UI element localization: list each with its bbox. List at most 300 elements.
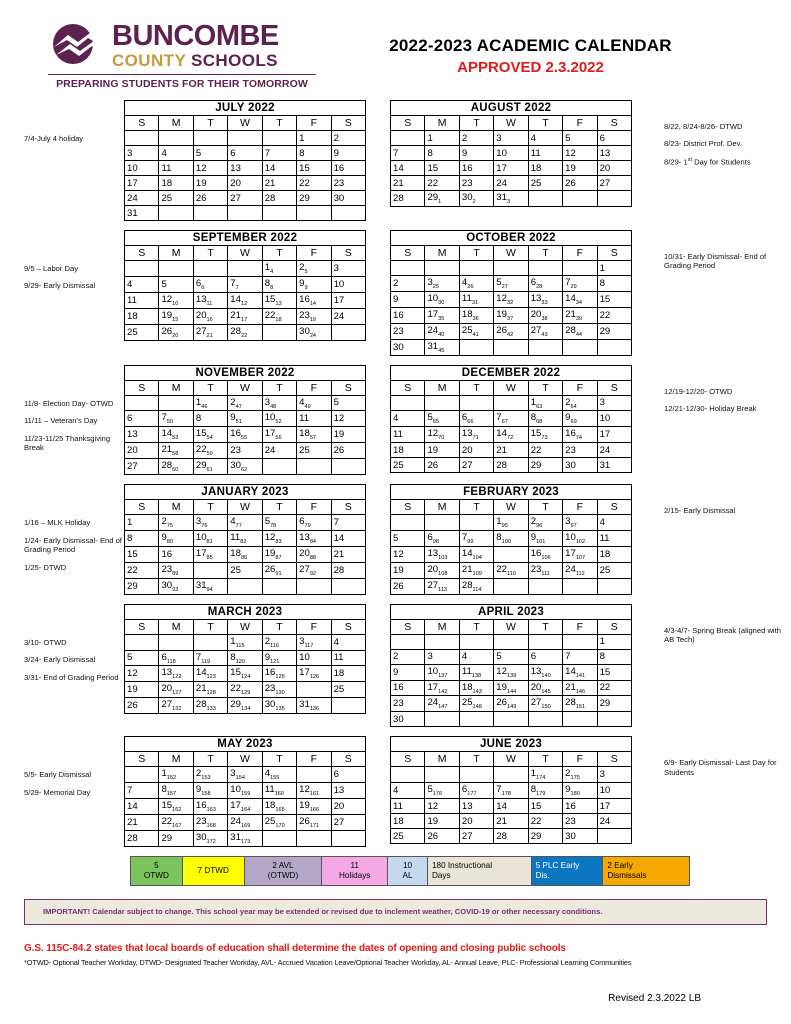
- day-cell: [563, 458, 597, 473]
- instructional-day-count: 136: [309, 706, 320, 713]
- day-cell: [425, 530, 459, 546]
- instructional-day-count: 97: [570, 522, 577, 529]
- day-cell: [331, 562, 365, 578]
- month-table: [390, 230, 632, 356]
- week-row: [125, 146, 366, 161]
- instructional-day-count: 92: [309, 570, 317, 577]
- instructional-day-count: 36: [472, 315, 479, 322]
- day-cell: [297, 191, 331, 206]
- day-cell: [459, 578, 493, 594]
- instructional-day-count: 117: [304, 642, 314, 649]
- note-line: 9/29- Early Dismissal: [24, 281, 96, 291]
- day-number: 20: [599, 162, 611, 174]
- day-cell: [228, 698, 262, 714]
- day-number: 7: [496, 784, 502, 796]
- instructional-day-count: 163: [206, 807, 216, 814]
- day-cell: [391, 307, 425, 323]
- right-notes: [656, 230, 791, 279]
- empty-day-cell: [425, 634, 459, 649]
- day-number: 24: [427, 697, 439, 709]
- day-cell: [459, 427, 493, 443]
- day-number: 23: [393, 325, 404, 337]
- instructional-day-count: 17: [240, 316, 248, 323]
- day-number: 28: [127, 832, 138, 844]
- day-cell: [193, 682, 227, 698]
- day-cell: [262, 324, 296, 340]
- day-cell: [494, 649, 528, 664]
- month-block: [390, 365, 632, 474]
- day-of-week-header: S: [125, 246, 159, 261]
- empty-day-cell: [494, 261, 528, 276]
- day-number: 12: [264, 531, 276, 543]
- day-cell: [563, 307, 597, 323]
- day-number: 25: [333, 684, 345, 696]
- week-row: [125, 427, 366, 443]
- empty-day-cell: [262, 206, 296, 221]
- day-cell: [228, 176, 262, 191]
- day-of-week-header: S: [331, 500, 365, 515]
- legend-label-line2: (OTWD): [267, 870, 299, 880]
- day-number: 27: [461, 830, 473, 842]
- day-cell: [331, 161, 365, 176]
- day-number: 6: [127, 413, 133, 425]
- day-cell: [228, 650, 262, 666]
- instructional-day-count: 6: [201, 284, 205, 291]
- instructional-day-count: 42: [506, 331, 514, 338]
- day-of-week-header: W: [494, 116, 528, 131]
- empty-day-cell: [563, 634, 597, 649]
- instructional-day-count: 110: [506, 570, 516, 577]
- day-cell: [563, 176, 597, 191]
- day-of-week-header: T: [528, 619, 562, 634]
- instructional-day-count: 104: [472, 554, 482, 561]
- day-number: 30: [230, 460, 241, 472]
- instructional-day-count: 43: [541, 331, 548, 338]
- day-cell: [494, 443, 528, 458]
- instructional-day-count: 49: [304, 403, 311, 410]
- day-cell: [297, 530, 331, 546]
- day-number: 9: [530, 531, 537, 543]
- instructional-day-count: 70: [438, 435, 445, 442]
- day-number: 5: [299, 768, 305, 780]
- empty-day-cell: [331, 578, 365, 594]
- day-number: 21: [230, 309, 241, 321]
- day-number: 19: [496, 681, 507, 693]
- day-number: 15: [530, 800, 542, 812]
- day-cell: [528, 307, 562, 323]
- day-cell: [425, 291, 459, 307]
- day-cell: [193, 308, 227, 324]
- instructional-day-count: 38: [541, 315, 548, 322]
- day-number: 24: [230, 816, 241, 828]
- day-number: 12: [333, 413, 345, 425]
- day-number: 9: [393, 293, 399, 305]
- week-row: [391, 515, 632, 531]
- instructional-day-count: 94: [206, 586, 213, 593]
- day-cell: [494, 814, 528, 829]
- day-cell: [193, 395, 227, 411]
- day-cell: [331, 131, 365, 146]
- day-number: 12: [496, 665, 507, 677]
- day-number: 9: [195, 784, 202, 796]
- day-number: 30: [461, 192, 473, 203]
- note-line: 3/10- OTWD: [24, 637, 67, 647]
- day-number: 11: [393, 429, 403, 441]
- day-number: 30: [333, 192, 345, 204]
- day-number: 21: [565, 681, 576, 693]
- day-cell: [159, 815, 193, 831]
- empty-day-cell: [159, 206, 193, 221]
- day-number: 26: [565, 177, 576, 189]
- day-cell: [494, 530, 528, 546]
- day-number: 9: [230, 412, 236, 424]
- day-cell: [528, 176, 562, 191]
- day-cell: [159, 830, 193, 846]
- day-number: 3: [599, 397, 605, 409]
- day-number: 7: [264, 147, 271, 159]
- day-cell: [597, 176, 631, 191]
- legend-item: [428, 857, 532, 885]
- day-number: 30: [393, 713, 404, 725]
- instructional-day-count: 146: [575, 688, 586, 695]
- instructional-day-count: 82: [240, 538, 247, 545]
- day-number: 23: [565, 444, 576, 456]
- week-row: [125, 443, 366, 459]
- day-number: 26: [127, 700, 138, 712]
- day-number: 8: [161, 784, 167, 796]
- day-cell: [228, 546, 262, 562]
- instructional-day-count: 5: [304, 268, 308, 275]
- day-number: 17: [230, 800, 241, 812]
- day-number: 15: [161, 800, 173, 812]
- day-cell: [125, 546, 159, 562]
- month-title: DECEMBER 2022: [391, 365, 632, 380]
- week-row: [391, 829, 632, 844]
- day-number: 1: [599, 262, 605, 274]
- instructional-day-count: 150: [541, 704, 551, 711]
- day-of-week-header: T: [459, 500, 493, 515]
- day-cell: [494, 546, 528, 562]
- day-cell: [563, 767, 597, 783]
- day-cell: [391, 458, 425, 473]
- week-row: [391, 649, 632, 664]
- instructional-day-count: 10: [172, 300, 179, 307]
- day-cell: [425, 680, 459, 696]
- day-cell: [262, 815, 296, 831]
- instructional-day-count: 74: [575, 435, 583, 442]
- empty-day-cell: [459, 515, 493, 531]
- empty-day-cell: [331, 459, 365, 475]
- day-number: 4: [461, 277, 468, 288]
- day-cell: [297, 799, 331, 815]
- week-row: [391, 411, 632, 427]
- month-block: [124, 365, 366, 476]
- page-title: 2022-2023 ACADEMIC CALENDAR: [389, 36, 672, 55]
- instructional-day-count: 137: [438, 672, 448, 679]
- day-of-week-header: W: [228, 116, 262, 131]
- day-of-week-header: S: [125, 116, 159, 131]
- day-number: 13: [299, 531, 310, 543]
- day-of-week-header: S: [331, 380, 365, 395]
- legend-label-line1: 180 Instructional: [431, 861, 493, 870]
- notice-text: IMPORTANT! Calendar subject to change. This school year may be extended or revised due to inclement weather, COVID-19 or other necessary conditions.: [43, 907, 603, 917]
- month-table: [390, 100, 632, 207]
- day-number: 5: [565, 132, 571, 144]
- instructional-day-count: 26: [467, 283, 474, 290]
- day-cell: [262, 146, 296, 161]
- week-row: [125, 698, 366, 714]
- instructional-day-count: 73: [541, 435, 548, 442]
- day-number: 13: [161, 667, 173, 679]
- day-cell: [193, 783, 227, 799]
- day-number: 8: [299, 147, 305, 159]
- day-number: 3: [127, 147, 133, 159]
- logo-district-name: BUNCOMBE: [112, 20, 279, 52]
- instructional-day-count: 83: [275, 538, 282, 545]
- day-cell: [563, 427, 597, 443]
- day-number: 3: [565, 516, 571, 528]
- instructional-day-count: 169: [240, 822, 251, 829]
- day-of-week-header: S: [597, 500, 631, 515]
- day-of-week-header: S: [597, 619, 631, 634]
- day-number: 5: [127, 652, 133, 664]
- day-cell: [391, 339, 425, 355]
- empty-day-cell: [459, 395, 493, 411]
- day-number: 25: [230, 564, 241, 576]
- day-cell: [159, 767, 193, 783]
- empty-day-cell: [494, 339, 528, 355]
- day-cell: [494, 191, 528, 207]
- day-cell: [331, 191, 365, 206]
- instructional-day-count: 111: [541, 570, 550, 577]
- day-cell: [193, 562, 227, 578]
- day-cell: [563, 814, 597, 829]
- day-number: 4: [530, 132, 537, 144]
- day-number: 26: [427, 459, 439, 471]
- day-number: 4: [461, 651, 468, 663]
- day-number: 6: [530, 277, 537, 288]
- day-number: 10: [427, 292, 439, 304]
- day-of-week-header: T: [459, 116, 493, 131]
- note-line: 11/23-11/25 Thanksgiving Break: [24, 433, 111, 452]
- day-cell: [597, 291, 631, 307]
- day-cell: [331, 395, 365, 411]
- instructional-day-count: 18: [275, 316, 282, 323]
- day-cell: [528, 161, 562, 176]
- approved-date: APPROVED 2.3.2022: [457, 59, 604, 76]
- day-cell: [228, 308, 262, 324]
- day-number: 14: [496, 428, 507, 440]
- month-title: APRIL 2023: [391, 604, 632, 619]
- instructional-day-count: 172: [206, 838, 216, 845]
- day-number: 6: [461, 784, 468, 796]
- day-of-week-header: S: [391, 619, 425, 634]
- day-number: 17: [565, 547, 576, 559]
- day-number: 19: [565, 162, 576, 174]
- day-number: 29: [599, 698, 611, 710]
- day-number: 16: [565, 428, 576, 440]
- instructional-day-count: 78: [270, 522, 277, 529]
- empty-day-cell: [297, 459, 331, 475]
- day-number: 23: [264, 683, 276, 695]
- day-number: 6: [530, 651, 537, 663]
- day-number: 20: [195, 309, 207, 321]
- instructional-day-count: 155: [270, 775, 280, 782]
- week-row: [391, 767, 632, 783]
- day-number: 1: [264, 262, 271, 273]
- day-number: 10: [599, 413, 611, 425]
- day-cell: [563, 411, 597, 427]
- instructional-day-count: 80: [166, 538, 174, 545]
- day-number: 26: [161, 325, 173, 337]
- instructional-day-count: 88: [309, 554, 317, 561]
- day-number: 29: [264, 325, 276, 337]
- day-of-week-header: T: [262, 752, 296, 767]
- day-of-week-header: S: [125, 752, 159, 767]
- day-cell: [528, 649, 562, 664]
- instructional-day-count: 59: [206, 451, 213, 458]
- day-number: 21: [264, 177, 276, 189]
- day-of-week-header: M: [159, 116, 193, 131]
- day-number: 15: [599, 293, 611, 305]
- day-cell: [262, 562, 296, 578]
- day-cell: [125, 666, 159, 682]
- day-cell: [159, 799, 193, 815]
- day-cell: [425, 161, 459, 176]
- instructional-day-count: 135: [275, 706, 285, 713]
- day-cell: [193, 650, 227, 666]
- calendar-row: [0, 736, 791, 847]
- instructional-day-count: 39: [575, 315, 583, 322]
- day-cell: [297, 666, 331, 682]
- day-number: 18: [393, 815, 404, 827]
- day-number: 28: [565, 697, 576, 709]
- day-number: 15: [599, 666, 611, 678]
- day-cell: [391, 191, 425, 207]
- instructional-day-count: 23: [275, 332, 282, 339]
- week-row: [125, 666, 366, 682]
- week-row: [391, 131, 632, 146]
- day-cell: [597, 696, 631, 712]
- day-cell: [193, 176, 227, 191]
- legend-label-line2: OTWD: [143, 870, 169, 880]
- week-row: [391, 191, 632, 207]
- day-cell: [597, 131, 631, 146]
- day-number: 14: [264, 162, 276, 174]
- day-cell: [425, 339, 459, 355]
- day-cell: [563, 291, 597, 307]
- day-cell: [528, 530, 562, 546]
- note-line: 12/19-12/20- OTWD: [664, 386, 733, 396]
- empty-day-cell: [563, 712, 597, 727]
- day-number: 17: [333, 294, 345, 306]
- day-of-week-header: W: [228, 752, 262, 767]
- week-row: [391, 664, 632, 680]
- day-cell: [125, 650, 159, 666]
- day-of-week-header: T: [193, 500, 227, 515]
- day-cell: [425, 829, 459, 844]
- calendar-row: [0, 484, 791, 595]
- day-cell: [563, 649, 597, 664]
- legend-label-line1: 5: [154, 861, 159, 870]
- left-notes: [0, 230, 124, 299]
- day-cell: [563, 783, 597, 799]
- day-number: 17: [127, 177, 138, 189]
- instructional-day-count: 115: [235, 642, 245, 649]
- instructional-day-count: 108: [438, 570, 448, 577]
- day-of-week-header: T: [262, 380, 296, 395]
- instructional-day-count: 12: [240, 300, 248, 307]
- month-block: [124, 100, 366, 221]
- day-cell: [125, 698, 159, 714]
- day-number: 26: [393, 580, 404, 592]
- day-cell: [297, 261, 331, 277]
- day-cell: [425, 649, 459, 664]
- day-cell: [597, 783, 631, 799]
- day-number: 10: [299, 652, 310, 664]
- day-cell: [159, 650, 193, 666]
- day-cell: [597, 515, 631, 531]
- day-cell: [459, 131, 493, 146]
- day-cell: [262, 176, 296, 191]
- day-number: 3: [496, 132, 502, 144]
- instructional-day-count: 143: [472, 688, 482, 695]
- day-cell: [159, 546, 193, 562]
- day-cell: [228, 411, 262, 427]
- day-number: 5: [496, 277, 502, 288]
- day-cell: [193, 276, 227, 292]
- day-cell: [159, 698, 193, 714]
- day-cell: [297, 161, 331, 176]
- day-number: 28: [496, 830, 507, 842]
- day-cell: [597, 443, 631, 458]
- day-cell: [262, 427, 296, 443]
- instructional-day-count: 63: [536, 403, 543, 410]
- day-cell: [228, 191, 262, 206]
- day-cell: [391, 443, 425, 458]
- month-block: [390, 736, 632, 844]
- day-number: 3: [333, 262, 339, 274]
- empty-day-cell: [494, 712, 528, 727]
- month-title: SEPTEMBER 2022: [125, 231, 366, 246]
- page-footer: [24, 943, 767, 967]
- day-cell: [262, 634, 296, 650]
- day-number: 9: [461, 147, 468, 159]
- day-cell: [331, 815, 365, 831]
- day-number: 11: [461, 292, 472, 304]
- day-number: 8: [230, 651, 236, 663]
- day-cell: [563, 146, 597, 161]
- instructional-day-count: 4: [270, 268, 274, 275]
- instructional-day-count: 13: [275, 300, 282, 307]
- day-of-week-header: S: [125, 380, 159, 395]
- instructional-day-count: 75: [166, 522, 174, 529]
- day-of-week-header: T: [528, 500, 562, 515]
- day-cell: [459, 161, 493, 176]
- day-number: 19: [299, 800, 310, 812]
- day-cell: [331, 650, 365, 666]
- day-cell: [125, 161, 159, 176]
- right-notes: [656, 100, 791, 175]
- empty-day-cell: [159, 261, 193, 277]
- week-row: [391, 546, 632, 562]
- day-cell: [597, 411, 631, 427]
- day-number: 26: [333, 445, 345, 457]
- day-cell: [193, 530, 227, 546]
- day-number: 15: [195, 428, 207, 440]
- day-number: 18: [299, 428, 310, 440]
- empty-day-cell: [597, 339, 631, 355]
